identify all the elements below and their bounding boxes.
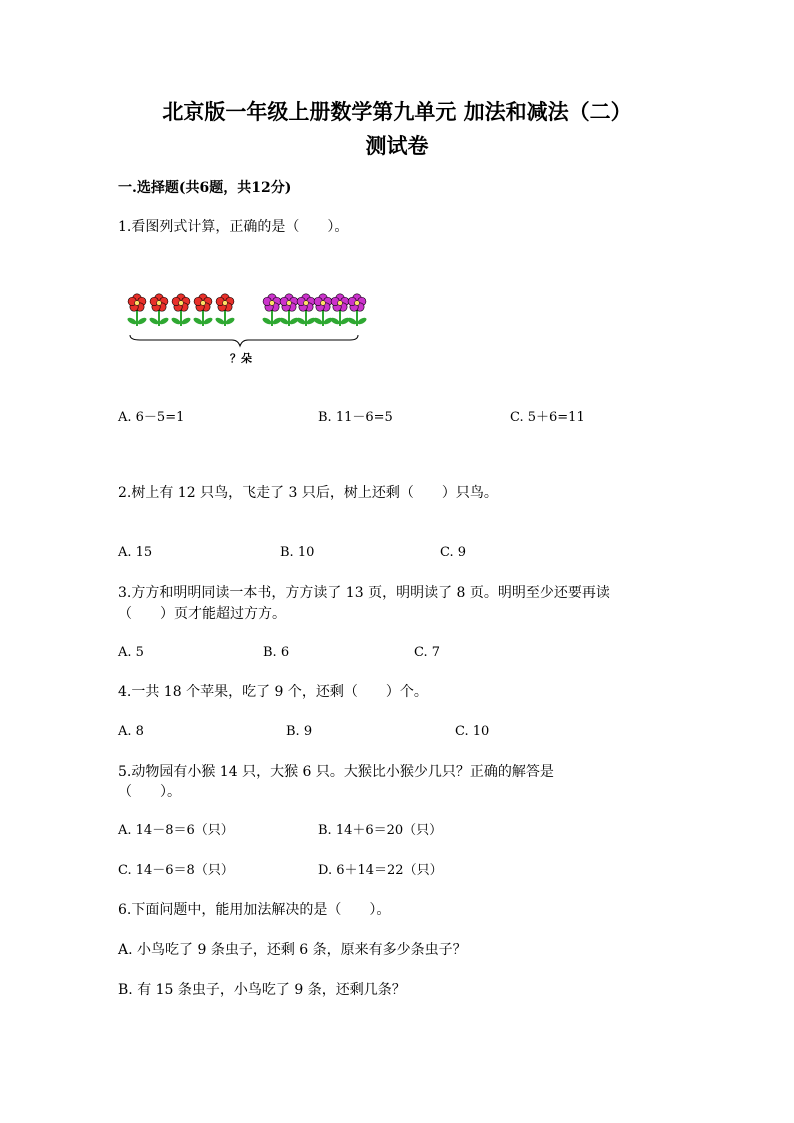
flower-icon (329, 294, 350, 326)
page-title-line1: 北京版一年级上册数学第九单元 加法和减法（二） (162, 99, 632, 124)
flower-icon (148, 294, 169, 326)
q5-option-a[interactable]: A. 14－8＝6（只） (118, 823, 234, 838)
flower-icon (278, 294, 299, 326)
q2-option-c[interactable]: C. 9 (440, 545, 467, 560)
question-6-stem: 6.下面问题中，能用加法解决的是（ ）。 (118, 902, 391, 918)
brace (130, 335, 358, 346)
q4-option-c[interactable]: C. 10 (455, 724, 490, 739)
q3-option-a[interactable]: A. 5 (118, 645, 144, 660)
q3-option-b[interactable]: B. 6 (263, 645, 290, 660)
flower-icon (192, 294, 213, 326)
q4-option-a[interactable]: A. 8 (118, 724, 144, 739)
flower-icon (170, 294, 191, 326)
q1-option-a[interactable]: A. 6－5=1 (118, 410, 185, 425)
q3-option-c[interactable]: C. 7 (414, 645, 441, 660)
question-1-figure (120, 290, 380, 370)
question-3-stem-line2: （ ）页才能超过方方。 (118, 606, 286, 622)
question-5-stem-line1: 5.动物园有小猴 14 只，大猴 6 只。大猴比小猴少几只？正确的解答是 (118, 764, 554, 780)
question-4-stem: 4.一共 18 个苹果，吃了 9 个，还剩（ ）个。 (118, 684, 428, 700)
flower-icon (312, 294, 333, 326)
q2-option-b[interactable]: B. 10 (280, 545, 315, 560)
red-flower-group (126, 294, 235, 326)
q5-option-d[interactable]: D. 6＋14＝22（只） (318, 863, 443, 878)
section-heading: 一.选择题(共6题，共12分) (118, 180, 292, 196)
q1-option-b[interactable]: B. 11－6=5 (318, 410, 393, 425)
q5-option-b[interactable]: B. 14＋6＝20（只） (318, 823, 443, 838)
question-2-stem: 2.树上有 12 只鸟，飞走了 3 只后，树上还剩（ ）只鸟。 (118, 485, 498, 501)
question-3-stem-line1: 3.方方和明明同读一本书，方方读了 13 页，明明读了 8 页。明明至少还要再读 (118, 585, 610, 601)
figure-label: ？朵 (230, 352, 252, 365)
page-title-line2: 测试卷 (365, 133, 429, 158)
q6-option-a[interactable]: A. 小鸟吃了 9 条虫子，还剩 6 条，原来有多少条虫子？ (118, 942, 467, 958)
flower-icon (261, 294, 282, 326)
q5-option-c[interactable]: C. 14－6＝8（只） (118, 863, 234, 878)
flower-icon (295, 294, 316, 326)
flower-icon (346, 294, 367, 326)
q2-option-a[interactable]: A. 15 (118, 545, 153, 560)
flower-icon (214, 294, 235, 326)
question-5-stem-line2: （ ）。 (118, 784, 181, 800)
q1-option-c[interactable]: C. 5＋6=11 (510, 410, 585, 425)
q4-option-b[interactable]: B. 9 (286, 724, 313, 739)
q6-option-b[interactable]: B. 有 15 条虫子，小鸟吃了 9 条，还剩几条？ (118, 982, 406, 998)
pink-flower-group (261, 294, 367, 326)
question-1-stem: 1.看图列式计算，正确的是（ ）。 (118, 219, 349, 235)
flower-icon (126, 294, 147, 326)
